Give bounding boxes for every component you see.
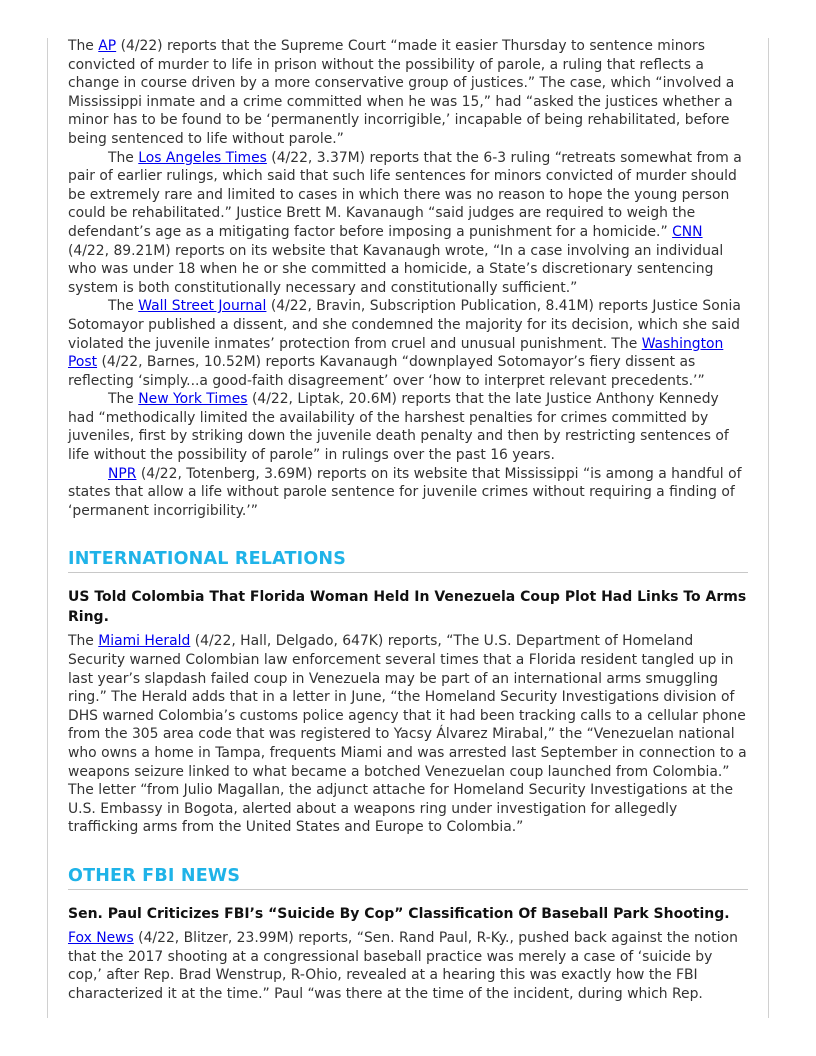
source-link-washington-post[interactable]: Washington Post: [68, 335, 724, 371]
source-link-wsj[interactable]: Wall Street Journal: [138, 298, 267, 315]
source-link-la-times[interactable]: Los Angeles Times: [138, 149, 267, 166]
document-body: [68, 37, 748, 1003]
text-run: (4/22, 89.21M) reports on its website that Kavanaugh wrote, “In a case involving an individual who was under 18 when he or she committed a homicide, a State’s discretionary sentencing system is both constitutionally necessary and constitutionally sufficient.”: [68, 242, 724, 296]
text-run: (4/22) reports that the Supreme Court “made it easier Thursday to sentence minors convicted of murder to life in prison without the possibility of parole, a ruling that reflects a change in course driven by a more conservative group of justices.” The case, which “involved a Mississippi inmate and a crime committed when he was 15,” had “asked the justices whether a minor has to be found to be ‘permanently incorrigible,’ incapable of being rehabilitated, before being sentenced to life without parole.”: [68, 38, 735, 147]
section-heading-fbi-news: OTHER FBI NEWS: [68, 865, 748, 890]
text-run: (4/22, Bravin, Subscription Publication, 8.41M) reports Justice Sonia Sotomayor published a dissent, and she condemned the majority for its decision, which she said violated the juvenile inmates’ protection from cruel and unusual punishment. The: [68, 298, 741, 352]
text-run: (4/22, 3.37M) reports that the 6-3 ruling “retreats somewhat from a pair of earlier rulings, which said that such life sentences for minors convicted of murder should be extremely rare and limited to cases in which there was no reason to hope the young person could be rehabilitated.” Justice Brett M. Kavanaugh “said judges are required to weigh the defendant’s age as a mitigating factor before imposing a punishment for a homicide.”: [68, 149, 742, 240]
article-paragraph: [68, 390, 748, 464]
text-run: (4/22, Liptak, 20.6M) reports that the late Justice Anthony Kennedy had “methodically limited the availability of the harshest penalties for crimes committed by juveniles, first by striking down the juvenile death penalty and then by restricting sentences of life without the possibility of parole” in rulings over the past 16 years.: [68, 391, 729, 464]
article-paragraph: [68, 465, 748, 521]
text-run: The: [108, 149, 139, 166]
text-run: (4/22, Blitzer, 23.99M) reports, “Sen. Rand Paul, R-Ky., pushed back against the notion that the 2017 shooting at a congressional baseball practice was merely a case of ‘suicide by cop,’ after Rep. Brad Wenstrup, R-Ohio, revealed at a hearing this was exactly how the FBI characterized it at the time.” Paul “was there at the time of the incident, during which Rep.: [68, 929, 738, 1002]
article-paragraph: [68, 297, 748, 390]
page-right-rule: [768, 38, 769, 1018]
text-run: (4/22, Hall, Delgado, 647K) reports, “The U.S. Department of Homeland Security warned Colombian law enforcement several times that a Florida resident tangled up in last year’s slapdash failed coup in Venezuela may be part of an international arms smuggling ring.” The Herald adds that in a letter in June, “the Homeland Security Investigations division of DHS warned Colombia’s customs police agency that it had been tracking calls to a cellular phone from the 305 area code that was registered to Yacsy Álvarez Mirabal,” the “Venezuelan national who owns a home in Tampa, frequents Miami and was arrested last September in connection to a weapons seizure linked to what became a botched Venezuelan coup launched from Colombia.” The letter “from Julio Magallan, the adjunct attache for Homeland Security Investigations at the U.S. Embassy in Bogota, alerted about a weapons ring under investigation for allegedly trafficking arms from the United States and Europe to Colombia.”: [68, 633, 747, 836]
source-link-fox-news[interactable]: Fox News: [68, 929, 134, 946]
text-run: The: [68, 38, 99, 54]
source-link-cnn[interactable]: CNN: [672, 223, 703, 240]
article-paragraph: [68, 37, 748, 149]
text-run: (4/22, Barnes, 10.52M) reports Kavanaugh “downplayed Sotomayor’s fiery dissent as reflecting ‘simply...a good-faith disagreement’ over ‘how to interpret relevant precedents.’”: [68, 354, 705, 389]
section-heading-international: INTERNATIONAL RELATIONS: [68, 548, 748, 573]
source-link-nyt[interactable]: New York Times: [138, 391, 248, 408]
text-run: The: [108, 391, 139, 408]
article-headline: US Told Colombia That Florida Woman Held In Venezuela Coup Plot Had Links To Arms Ring.: [68, 589, 747, 626]
article-headline: Sen. Paul Criticizes FBI’s “Suicide By Cop” Classification Of Baseball Park Shooting.: [68, 905, 730, 922]
source-link-ap[interactable]: AP: [98, 38, 117, 54]
text-run: The: [68, 633, 99, 650]
article-paragraph: [68, 929, 748, 1003]
source-link-miami-herald[interactable]: Miami Herald: [98, 633, 191, 650]
page-left-rule: [47, 38, 48, 1018]
text-run: The: [108, 298, 139, 315]
article-paragraph: [68, 632, 748, 837]
source-link-npr[interactable]: NPR: [108, 465, 137, 482]
article-paragraph: [68, 149, 748, 298]
text-run: (4/22, Totenberg, 3.69M) reports on its website that Mississippi “is among a handful of states that allow a life without parole sentence for juvenile crimes without requiring a finding of ‘permanent incorrigibility.’”: [68, 465, 742, 519]
